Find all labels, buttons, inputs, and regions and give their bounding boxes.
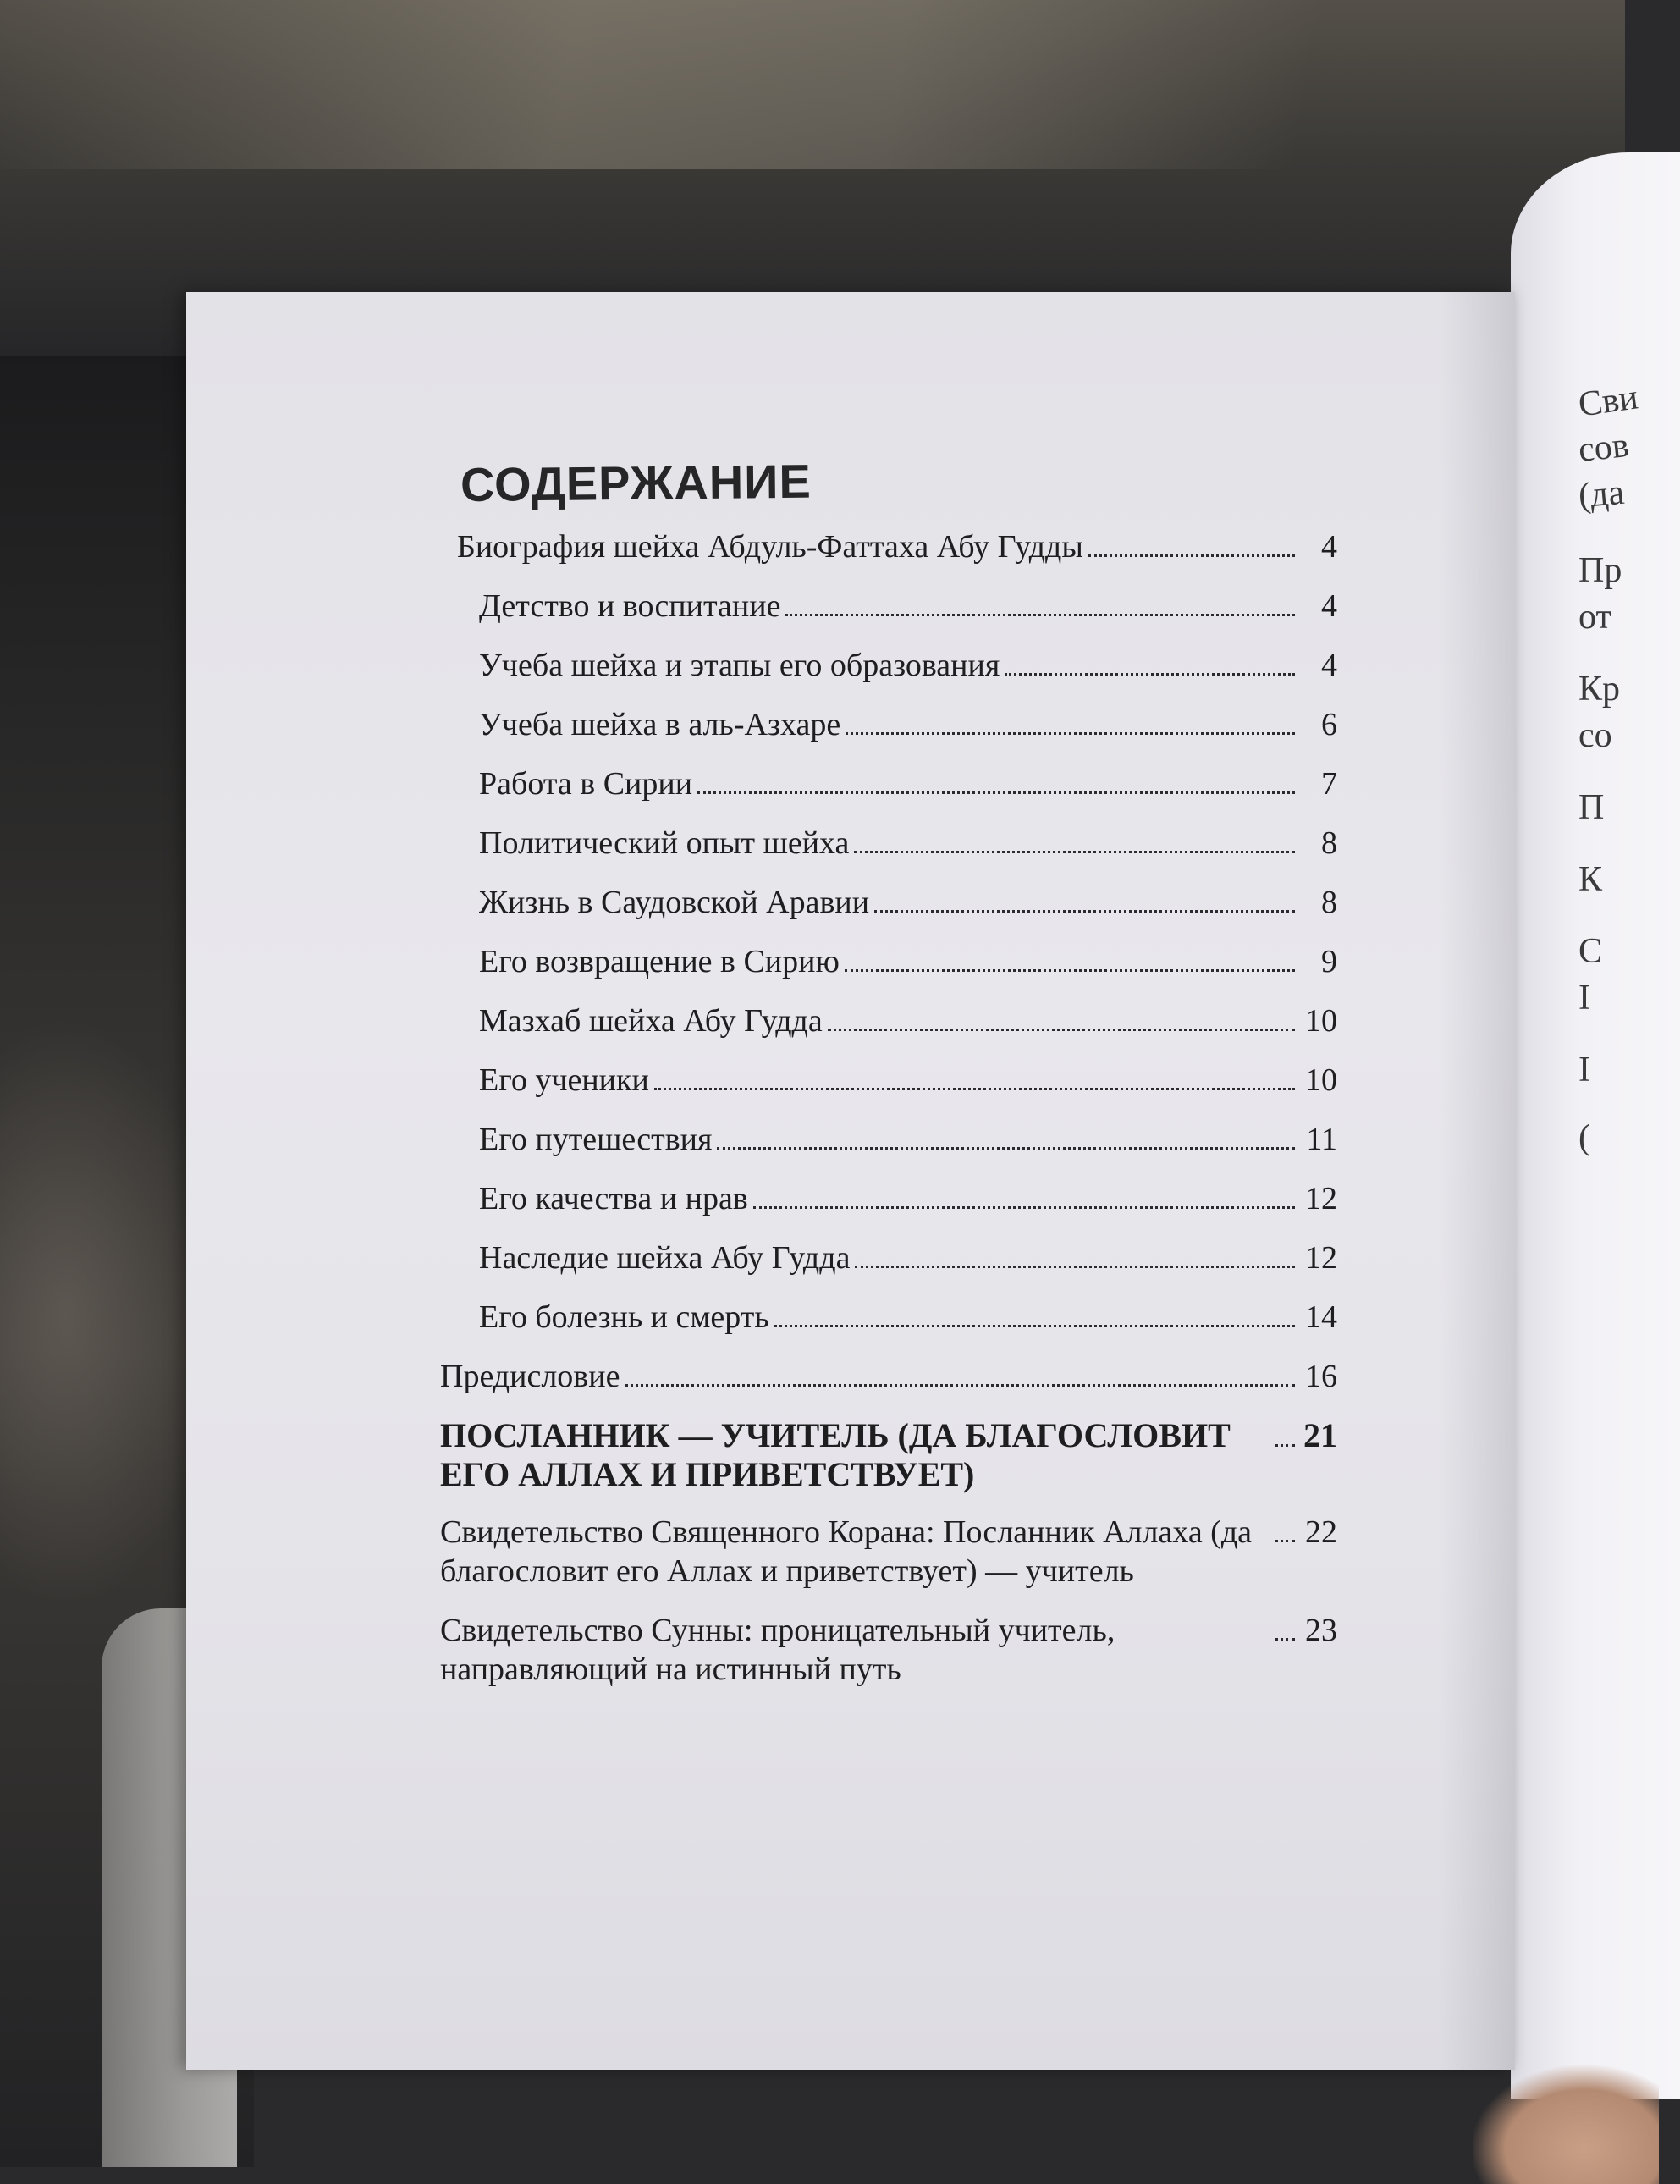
facing-page-fragment: ( (1578, 1118, 1590, 1157)
toc-entry-title: Его качества и нрав (479, 1181, 748, 1216)
toc-entry-title: Работа в Сирии (479, 766, 693, 802)
book-page (186, 292, 1515, 2070)
toc-entry (440, 883, 1337, 922)
toc-entry (440, 1513, 1337, 1591)
toc-leader-dots (753, 1206, 1295, 1209)
toc-entry (440, 942, 1337, 981)
thumb (1473, 2065, 1659, 2184)
toc-entry-title: Политический опыт шейха (479, 825, 850, 861)
toc-page-number: 12 (1305, 1181, 1337, 1216)
toc-entry (440, 705, 1337, 744)
toc-page-number: 8 (1321, 885, 1337, 920)
toc-page-number: 4 (1321, 648, 1337, 683)
facing-page-fragment: П (1578, 788, 1605, 827)
toc-leader-dots (654, 1088, 1295, 1090)
toc-entry (440, 646, 1337, 685)
toc-leader-dots (874, 910, 1295, 913)
toc-entry-title: Учеба шейха в аль-Азхаре (479, 707, 841, 742)
toc-leader-dots (785, 614, 1295, 616)
toc-entry-title: Его ученики (479, 1062, 649, 1098)
toc-page-number: 10 (1305, 1003, 1337, 1039)
facing-page-fragment: (да (1577, 472, 1626, 516)
facing-page-fragment: Сви (1576, 378, 1641, 425)
toc-leader-dots (846, 732, 1295, 735)
toc-entry-title: ПОСЛАННИК — УЧИТЕЛЬ (ДА БЛАГОСЛОВИТ ЕГО АЛЛАХ И ПРИВЕТСТВУЕТ) (440, 1416, 1231, 1493)
toc-entry-title: Свидетельство Сунны: проницательный учитель, направляющий на истинный путь (440, 1613, 1115, 1687)
toc-entry (440, 824, 1337, 863)
toc-page-number: 22 (1305, 1514, 1337, 1550)
table-of-contents (440, 454, 1337, 1709)
toc-entry (440, 1238, 1337, 1277)
facing-page-fragment: I (1578, 979, 1590, 1018)
toc-title: СОДЕРЖАНИЕ (460, 454, 812, 511)
toc-leader-dots (774, 1325, 1295, 1327)
toc-leader-dots (1275, 1638, 1295, 1641)
facing-page (1511, 152, 1680, 2099)
toc-page-number: 9 (1321, 944, 1337, 979)
toc-entry (440, 1061, 1337, 1100)
toc-entry-title: Его возвращение в Сирию (479, 944, 840, 979)
toc-entry-title: Детство и воспитание (479, 588, 781, 624)
toc-entry (440, 1357, 1337, 1396)
page-shadow (1439, 292, 1515, 2070)
facing-page-fragment: от (1578, 598, 1611, 637)
toc-entry (440, 764, 1337, 803)
toc-leader-dots (697, 791, 1295, 794)
toc-entry-title: Предисловие (440, 1359, 620, 1394)
toc-entry-title: Биография шейха Абдуль-Фаттаха Абу Гудды (457, 529, 1083, 565)
toc-page-number: 12 (1305, 1240, 1337, 1276)
toc-leader-dots (828, 1029, 1295, 1031)
toc-entry (440, 1298, 1337, 1337)
facing-page-fragment: С (1578, 932, 1603, 971)
toc-leader-dots (625, 1384, 1295, 1387)
background-light-band (0, 0, 1625, 169)
toc-entry-title: Его болезнь и смерть (479, 1299, 769, 1335)
toc-entry-title: Его путешествия (479, 1122, 713, 1157)
toc-page-number: 23 (1305, 1613, 1337, 1648)
toc-leader-dots (854, 851, 1295, 853)
toc-page-number: 8 (1321, 825, 1337, 861)
facing-page-fragment: К (1578, 860, 1603, 899)
toc-page-number: 16 (1305, 1359, 1337, 1394)
toc-entry-title: Наследие шейха Абу Гудда (479, 1240, 851, 1276)
toc-leader-dots (1088, 554, 1295, 557)
toc-page-number: 4 (1321, 588, 1337, 624)
facing-page-fragment: I (1578, 1051, 1590, 1089)
toc-leader-dots (1275, 1444, 1295, 1447)
toc-page-number: 10 (1305, 1062, 1337, 1098)
toc-entry (440, 1416, 1337, 1494)
toc-list (440, 527, 1337, 1689)
toc-entry-title: Свидетельство Священного Корана: Посланник Аллаха (да благословит его Аллах и приветствует) — учитель (440, 1514, 1253, 1589)
toc-entry-title: Мазхаб шейха Абу Гудда (479, 1003, 823, 1039)
toc-entry (440, 527, 1337, 566)
toc-page-number: 6 (1321, 707, 1337, 742)
toc-entry (440, 1120, 1337, 1159)
toc-page-number: 11 (1306, 1122, 1337, 1157)
toc-page-number: 4 (1321, 529, 1337, 565)
toc-leader-dots (1275, 1540, 1295, 1542)
toc-page-number: 7 (1321, 766, 1337, 802)
toc-page-number: 14 (1305, 1299, 1337, 1335)
toc-page-number: 21 (1303, 1416, 1337, 1454)
toc-entry-title: Жизнь в Саудовской Аравии (479, 885, 870, 920)
facing-page-fragment: со (1578, 716, 1612, 755)
toc-leader-dots (1005, 673, 1295, 676)
toc-leader-dots (855, 1266, 1295, 1268)
toc-entry (440, 1179, 1337, 1218)
toc-leader-dots (717, 1147, 1295, 1150)
toc-entry (440, 1611, 1337, 1689)
facing-page-fragment: Пр (1578, 551, 1622, 590)
toc-entry-title: Учеба шейха и этапы его образования (479, 648, 1000, 683)
toc-entry (440, 587, 1337, 626)
toc-entry (440, 1001, 1337, 1040)
toc-leader-dots (845, 969, 1295, 972)
facing-page-fragment: Кр (1578, 670, 1621, 709)
facing-page-fragment: сов (1576, 426, 1631, 470)
